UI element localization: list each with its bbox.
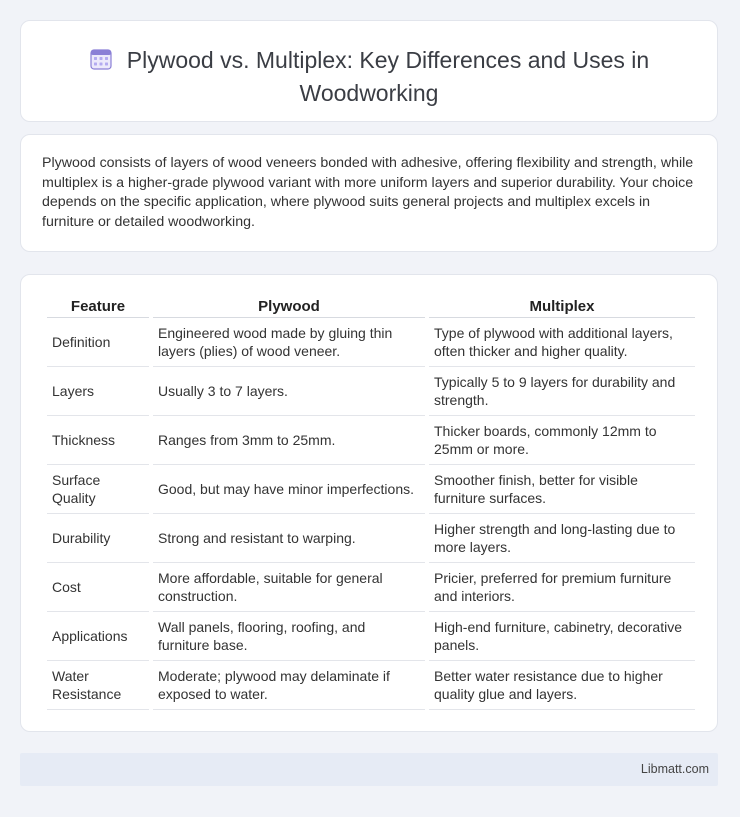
table-row bbox=[47, 367, 695, 416]
footer-brand: Libmatt.com bbox=[640, 762, 709, 776]
page-title bbox=[61, 45, 677, 108]
plywood-cell: Moderate; plywood may delaminate if exposed to water. bbox=[153, 661, 425, 710]
multiplex-cell: High-end furniture, cabinetry, decorative panels. bbox=[429, 612, 695, 661]
feature-cell: Definition bbox=[47, 318, 149, 367]
multiplex-cell: Type of plywood with additional layers, often thicker and higher quality. bbox=[429, 318, 695, 367]
comparison-table bbox=[43, 297, 699, 710]
plywood-cell: Ranges from 3mm to 25mm. bbox=[153, 416, 425, 465]
feature-cell: Durability bbox=[47, 514, 149, 563]
header-plywood: Plywood bbox=[153, 297, 425, 318]
multiplex-cell: Pricier, preferred for premium furniture and interiors. bbox=[429, 563, 695, 612]
plywood-cell: Strong and resistant to warping. bbox=[153, 514, 425, 563]
feature-cell: Thickness bbox=[47, 416, 149, 465]
multiplex-cell: Higher strength and long-lasting due to more layers. bbox=[429, 514, 695, 563]
title-card bbox=[20, 20, 718, 122]
header-feature: Feature bbox=[47, 297, 149, 318]
plywood-cell: More affordable, suitable for general construction. bbox=[153, 563, 425, 612]
comparison-card bbox=[20, 274, 718, 732]
table-row bbox=[47, 318, 695, 367]
table-row bbox=[47, 563, 695, 612]
feature-cell: Applications bbox=[47, 612, 149, 661]
plywood-cell: Good, but may have minor imperfections. bbox=[153, 465, 425, 514]
feature-cell: Water Resistance bbox=[47, 661, 149, 710]
calendar-icon bbox=[89, 47, 113, 78]
table-header-row bbox=[47, 297, 695, 318]
table-row bbox=[47, 514, 695, 563]
plywood-cell: Engineered wood made by gluing thin layers (plies) of wood veneer. bbox=[153, 318, 425, 367]
intro-card bbox=[20, 134, 718, 252]
multiplex-cell: Better water resistance due to higher quality glue and layers. bbox=[429, 661, 695, 710]
title-text: Plywood vs. Multiplex: Key Differences and Uses in Woodworking bbox=[126, 47, 650, 106]
table-row bbox=[47, 661, 695, 710]
footer bbox=[20, 753, 718, 786]
feature-cell: Layers bbox=[47, 367, 149, 416]
feature-cell: Cost bbox=[47, 563, 149, 612]
multiplex-cell: Typically 5 to 9 layers for durability and strength. bbox=[429, 367, 695, 416]
table-row bbox=[47, 465, 695, 514]
plywood-cell: Wall panels, flooring, roofing, and furniture base. bbox=[153, 612, 425, 661]
intro-paragraph: Plywood consists of layers of wood veneers bonded with adhesive, offering flexibility and strength, while multiplex is a higher-grade plywood variant with more uniform layers and superior durability. Your choice depends on the specific application, where plywood suits general projects and multiplex excels in furniture or detailed woodworking. bbox=[42, 155, 694, 230]
multiplex-cell: Smoother finish, better for visible furniture surfaces. bbox=[429, 465, 695, 514]
plywood-cell: Usually 3 to 7 layers. bbox=[153, 367, 425, 416]
feature-cell: Surface Quality bbox=[47, 465, 149, 514]
table-row bbox=[47, 416, 695, 465]
header-multiplex: Multiplex bbox=[429, 297, 695, 318]
table-row bbox=[47, 612, 695, 661]
multiplex-cell: Thicker boards, commonly 12mm to 25mm or more. bbox=[429, 416, 695, 465]
